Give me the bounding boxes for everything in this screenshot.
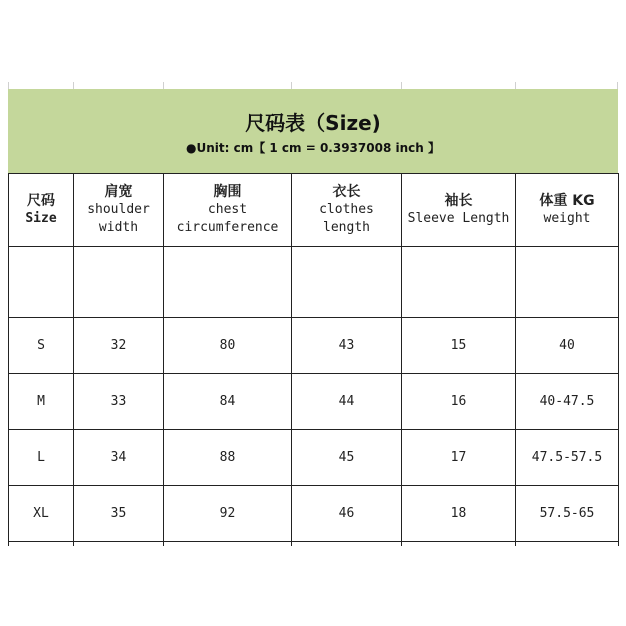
table-cell: 17 [402,430,516,486]
table-cell: XL [9,486,74,542]
column-header-chest [164,174,292,247]
table-cell: 32 [74,318,164,374]
table-cell: 40-47.5 [516,374,619,430]
column-label-en: clothes length [319,202,374,235]
table-cell: 33 [74,374,164,430]
column-header-sleeve-length [402,174,516,247]
table-cell: L [9,430,74,486]
table-cell: 45 [292,430,402,486]
column-label-en: shoulder width [87,202,150,235]
sheet-gridlines [0,82,626,89]
table-cell: 88 [164,430,292,486]
table-blank-row [9,247,619,318]
table-row [9,318,619,374]
table-cell: 47.5-57.5 [516,430,619,486]
table-cell: 16 [402,374,516,430]
table-cell: 34 [74,430,164,486]
table-cell: 57.5-65 [516,486,619,542]
table-header-row [9,174,619,247]
size-table [8,173,619,546]
column-label-cn: 袖长 [444,193,473,209]
column-label-en: Sleeve Length [407,211,510,226]
table-row [9,486,619,542]
column-label-cn: 体重 KG [539,193,595,209]
column-label-en: weight [543,211,591,226]
column-label-cn: 衣长 [332,184,361,200]
table-cell: 84 [164,374,292,430]
column-label-cn: 肩宽 [104,184,133,200]
table-cell: 80 [164,318,292,374]
unit-note: ●Unit: cm【 1 cm = 0.3937008 inch 】 [186,141,440,155]
column-label-en: chest circumference [176,202,279,235]
table-cell: 40 [516,318,619,374]
column-header-weight [516,174,619,247]
table-cell: 92 [164,486,292,542]
column-label-en: Size [25,211,57,226]
table-row [9,430,619,486]
table-cell: 44 [292,374,402,430]
table-cell: 35 [74,486,164,542]
table-cell: 15 [402,318,516,374]
page-title: 尺码表（Size) [245,111,381,135]
column-header-shoulder [74,174,164,247]
column-header-size [9,174,74,247]
column-header-clothes-length [292,174,402,247]
column-label-cn: 尺码 [27,193,55,209]
table-cell: M [9,374,74,430]
table-cell: 43 [292,318,402,374]
table-cell: 18 [402,486,516,542]
table-cell: 46 [292,486,402,542]
size-chart-header [8,89,618,173]
table-row [9,374,619,430]
column-label-cn: 胸围 [213,184,242,200]
table-cell: S [9,318,74,374]
table-tail-row [9,542,619,547]
